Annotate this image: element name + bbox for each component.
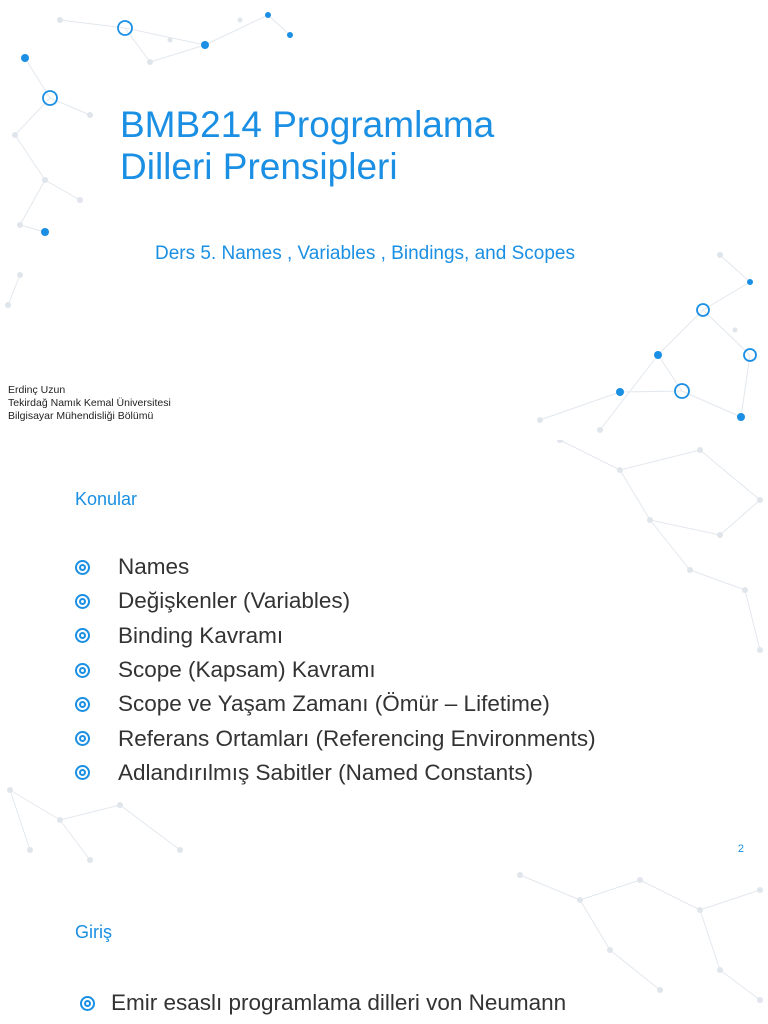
topic-label: Binding Kavramı: [118, 622, 284, 648]
topic-label: Referans Ortamları (Referencing Environments): [118, 725, 596, 751]
topics-slide: [0, 440, 768, 870]
list-item: [75, 687, 596, 721]
bullet-ring-icon: [80, 996, 95, 1011]
page-number: 2: [737, 843, 744, 855]
intro-heading: Giriş: [75, 922, 112, 942]
list-item: [75, 584, 596, 618]
list-item: [75, 619, 596, 653]
bullet-ring-icon: [75, 731, 90, 746]
list-item: [75, 721, 596, 755]
topic-label: Değişkenler (Variables): [118, 588, 351, 614]
topics-heading: Konular: [75, 489, 138, 509]
intro-slide: [0, 870, 768, 1024]
list-item: [75, 756, 596, 790]
bullet-ring-icon: [75, 628, 90, 643]
bullet-ring-icon: [75, 765, 90, 780]
presentation-title: [120, 104, 680, 188]
title-line-1: BMB214 Programlama: [120, 104, 495, 145]
list-item: [75, 550, 596, 584]
intro-list: [80, 988, 566, 1018]
list-item: [75, 653, 596, 687]
network-decoration: [0, 0, 768, 440]
topic-label: Names: [118, 554, 190, 580]
lecture-subtitle: Ders 5. Names , Variables , Bindings, and Scopes: [155, 243, 575, 264]
author-name: Erdinç Uzun: [8, 384, 66, 396]
list-item: [80, 988, 566, 1018]
author-block: [8, 384, 171, 423]
topic-label: Adlandırılmış Sabitler (Named Constants): [118, 759, 534, 785]
intro-text: Emir esaslı programlama dilleri von Neumann: [111, 990, 567, 1015]
bullet-ring-icon: [75, 560, 90, 575]
bullet-ring-icon: [75, 697, 90, 712]
bullet-ring-icon: [75, 663, 90, 678]
author-university: Tekirdağ Namık Kemal Üniversitesi: [8, 397, 171, 409]
topic-label: Scope (Kapsam) Kavramı: [118, 657, 376, 683]
topics-list: [75, 550, 596, 790]
author-department: Bilgisayar Mühendisliği Bölümü: [8, 410, 154, 422]
title-line-2: Dilleri Prensipleri: [120, 146, 398, 187]
topic-label: Scope ve Yaşam Zamanı (Ömür – Lifetime): [118, 691, 550, 717]
bullet-ring-icon: [75, 594, 90, 609]
title-slide: [0, 0, 768, 440]
